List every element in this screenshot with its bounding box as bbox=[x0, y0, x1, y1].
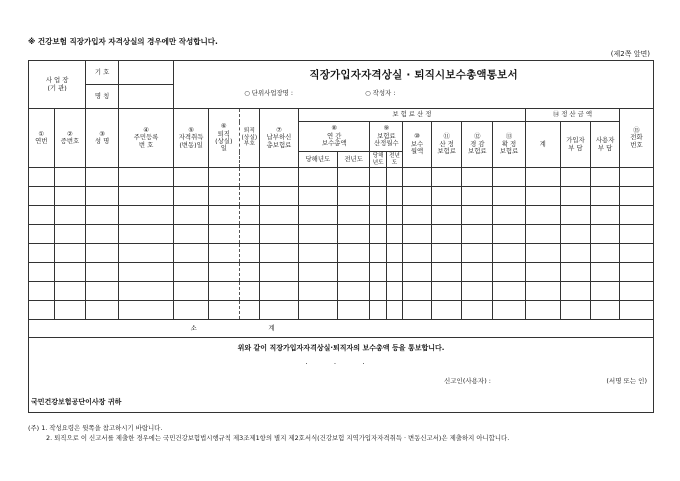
code-label: 기 호 bbox=[86, 61, 119, 85]
col-calc-premium: ⑪ 산 정 보험료 bbox=[431, 122, 462, 168]
col-annual-pay-previous: 전년도 bbox=[337, 152, 370, 168]
workplace-label: 사 업 장 (기 관) bbox=[29, 61, 86, 109]
footnote-1: (주) 1. 작성요령은 뒷쪽을 참고하시기 바랍니다. bbox=[28, 424, 163, 432]
declaration-date[interactable]: . . . bbox=[305, 358, 377, 366]
table-row[interactable] bbox=[29, 301, 654, 320]
col-retire-code: 퇴직 (상실) 부호 bbox=[239, 109, 259, 168]
addressee: 국민건강보험공단이사장 귀하 bbox=[31, 398, 122, 406]
table-row[interactable] bbox=[29, 187, 654, 206]
title-cell bbox=[174, 61, 654, 109]
col-monthly-pay: ⑩ 보수 월액 bbox=[403, 122, 432, 168]
table-row[interactable] bbox=[29, 244, 654, 263]
col-settle-subscriber: 가입자 부 담 bbox=[560, 122, 591, 168]
subtotal-row bbox=[29, 320, 654, 338]
col-total-paid: ⑦ 납부하신 총보험료 bbox=[260, 109, 299, 168]
subtotal-label-1: 소 bbox=[29, 320, 299, 338]
col-months: ⑨ 보험료 산정월수 bbox=[370, 122, 403, 152]
workplace-name-cell[interactable] bbox=[118, 85, 173, 109]
report-form-table bbox=[28, 60, 654, 413]
author-label: ○ 작성자 : bbox=[365, 89, 396, 98]
col-months-previous: 전년 도 bbox=[386, 152, 402, 168]
table-row[interactable] bbox=[29, 263, 654, 282]
table-row[interactable] bbox=[29, 282, 654, 301]
name-label: 명 칭 bbox=[86, 85, 119, 109]
form-code: (제2쪽 앞면) bbox=[610, 50, 650, 58]
table-row[interactable] bbox=[29, 225, 654, 244]
col-settle-total: 계 bbox=[525, 122, 560, 168]
col-months-current: 당해 년도 bbox=[370, 152, 386, 168]
col-card-number: ② 증번호 bbox=[54, 109, 86, 168]
group-settlement: ⑭ 정 산 금 액 bbox=[525, 109, 619, 122]
table-row[interactable] bbox=[29, 168, 654, 187]
reporter-label: 신고인(사용자) : bbox=[444, 377, 492, 385]
col-resident-number: ④ 주민등록 번 호 bbox=[118, 109, 173, 168]
col-name: ③ 성 명 bbox=[86, 109, 119, 168]
workplace-code-cell[interactable] bbox=[118, 61, 173, 85]
col-retire-date: ⑥ 퇴직 (상실) 일 bbox=[208, 109, 239, 168]
col-acquire-date: ⑤ 자격취득 (변동)일 bbox=[174, 109, 209, 168]
form-title: 직장가입자자격상실 · 퇴직시보수총액통보서 bbox=[309, 69, 518, 81]
col-reduced-premium: ⑫ 경 감 보험료 bbox=[462, 122, 493, 168]
top-note: ※ 건강보험 직장가입자 자격상실의 경우에만 작성합니다. bbox=[28, 37, 218, 46]
declaration-cell bbox=[29, 338, 654, 413]
subtotal-label-2: 계 bbox=[298, 320, 653, 338]
declaration-statement: 위와 같이 직장가입자자격상실·퇴직자의 보수총액 등을 통보합니다. bbox=[237, 344, 445, 352]
unit-workplace-label: ○ 단위사업장명 : bbox=[244, 89, 294, 98]
table-row[interactable] bbox=[29, 206, 654, 225]
footnote-2: 2. 퇴직으로 이 신고서를 제출한 경우에는 국민건강보험법시행규칙 제3조제1항의 별지 제2호서식(건강보험 지역가입자자격취득 · 변동신고서)은 제출하지 아니합니다. bbox=[46, 433, 510, 442]
col-annual-pay: ⑧ 연 간 보수총액 bbox=[298, 122, 370, 152]
signature-label: (서명 또는 인) bbox=[606, 377, 647, 385]
col-final-premium: ⑬ 확 정 보험료 bbox=[493, 122, 526, 168]
col-settle-employer: 사용자 부 담 bbox=[591, 122, 620, 168]
col-serial: ① 연번 bbox=[29, 109, 55, 168]
col-annual-pay-current: 당해년도 bbox=[298, 152, 337, 168]
group-premium-calc: 보 험 료 산 정 bbox=[298, 109, 525, 122]
footnotes bbox=[28, 424, 509, 444]
col-phone: ⑮ 전화 번호 bbox=[619, 109, 653, 168]
